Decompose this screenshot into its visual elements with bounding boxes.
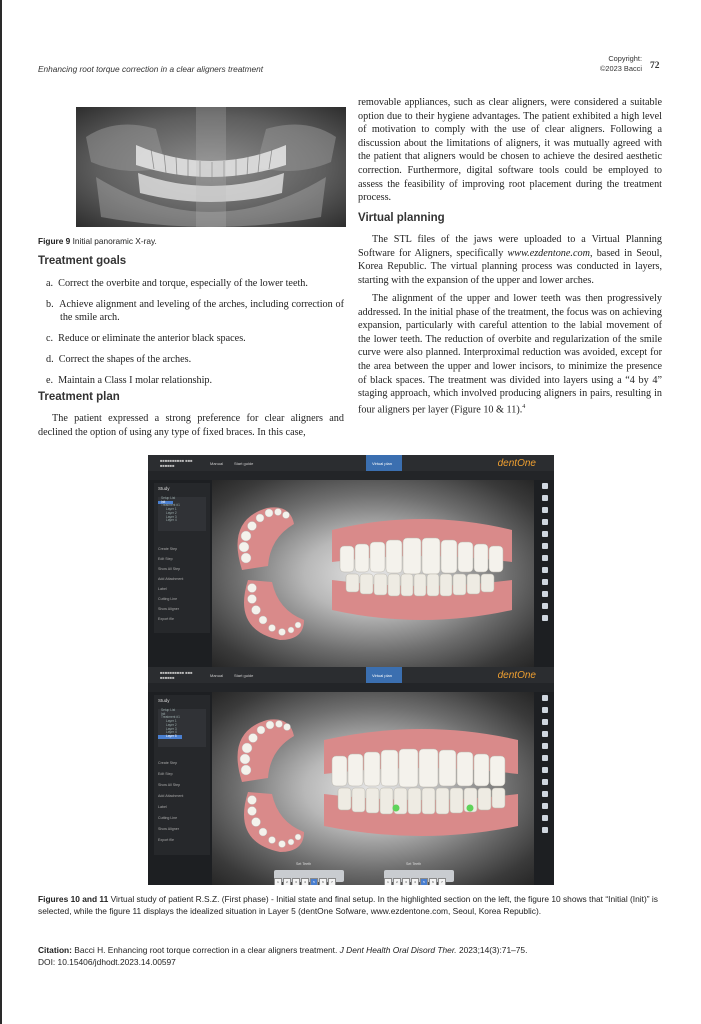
tree-item-selected[interactable]: Init <box>158 501 173 505</box>
menu-create-step[interactable]: Create Step <box>158 761 178 765</box>
app-toolbar <box>148 471 554 480</box>
tool-icon[interactable] <box>542 579 548 585</box>
figure-9-label: Figure 9 <box>38 236 71 246</box>
tool-icon[interactable] <box>542 483 548 489</box>
setup-tree[interactable] <box>158 709 206 747</box>
app-title: ■■■■■■■■■■ ■■■ ■■■■■■ <box>160 670 193 680</box>
timeline-left-label: Set Teeth <box>296 862 312 866</box>
tree-item[interactable]: Treatment #1 <box>161 715 180 720</box>
panel-title-study: Study <box>158 486 170 491</box>
goal-item: e. Maintain a Class I molar relationship. <box>46 374 213 386</box>
right-toolbar <box>540 695 550 839</box>
dentone-logo: dentOne <box>497 458 536 469</box>
vp2-text: The alignment of the upper and lower teeth was then progressively addressed. In the initial phase of the treatment, the focus was on achieving expansion, particularly with careful attention to the labial movement of the lower teeth. The reduction of overbite and regularization of the smile curve were also planned. Interproximal reduction was avoided, except for the area between the upper and lower incisors, to minimize the presence of black spaces. The treatment was divided into layers using a “4 by 4” staging approach, which involved producing aligners in pairs, resulting in four aligners per layer (Figure 10 & 11). <box>358 293 662 416</box>
tree-item: Setup List <box>161 708 176 712</box>
dental-arch-models-initial <box>212 480 534 667</box>
treatment-plan-paragraph: The patient expressed a strong preference for clear aligners and declined the option of using any type of fixed braces. In this case, <box>38 413 344 438</box>
timeline-cell[interactable]: 7 <box>438 878 446 885</box>
menu-start-guide[interactable]: Start guide <box>234 461 254 466</box>
tool-icon[interactable] <box>542 779 548 785</box>
app-toolbar <box>148 683 554 692</box>
ezdentone-link[interactable]: www.ezdentone.com <box>507 247 590 259</box>
tree-item[interactable]: Layer 1 <box>166 507 177 512</box>
goal-item: d. Correct the shapes of the arches. <box>46 353 192 365</box>
timeline-cell[interactable]: 1 <box>384 878 392 885</box>
citation-line <box>38 944 662 956</box>
treatment-goals-heading: Treatment goals <box>38 255 127 267</box>
menu-label[interactable]: Label <box>158 587 167 591</box>
timeline-right[interactable] <box>384 862 454 884</box>
timeline-cell[interactable]: 7 <box>328 878 336 885</box>
virtual-planning-paragraph-2 <box>358 292 662 417</box>
copyright-holder: ©2023 Bacci <box>599 64 642 73</box>
copyright <box>592 54 642 74</box>
tree-item[interactable]: Layer 4 <box>166 730 177 735</box>
citation-label: Citation: <box>38 945 72 955</box>
tree-item[interactable]: Layer 4 <box>166 518 177 523</box>
tool-icon[interactable] <box>542 731 548 737</box>
virtual-planning-heading: Virtual planning <box>358 212 445 224</box>
tool-icon[interactable] <box>542 743 548 749</box>
menu-start-guide[interactable]: Start guide <box>234 673 254 678</box>
timeline-cell[interactable]: 4 <box>411 878 419 885</box>
tree-item[interactable]: Layer 3 <box>166 726 177 731</box>
timeline-cell-active[interactable]: 5 <box>420 878 428 885</box>
citation-block <box>38 944 662 968</box>
tool-icon[interactable] <box>542 519 548 525</box>
menu-show-all-step[interactable]: Show All Step <box>158 783 181 787</box>
panoramic-xray-image <box>76 107 346 227</box>
tool-icon[interactable] <box>542 615 548 621</box>
menu-label[interactable]: Label <box>158 805 167 809</box>
goal-item: c. Reduce or eliminate the anterior black spaces. <box>46 333 246 345</box>
setup-tree[interactable] <box>158 497 206 531</box>
menu-manual[interactable]: Manual <box>210 673 224 678</box>
timeline-left[interactable] <box>274 862 344 884</box>
tool-icon[interactable] <box>542 591 548 597</box>
tool-icon[interactable] <box>542 719 548 725</box>
figures-10-11-label: Figures 10 and 11 <box>38 894 109 904</box>
tab-virtual-plan-label: Virtual plan <box>372 461 392 466</box>
timeline-right-label: Set Teeth <box>406 862 422 866</box>
figures-10-11-caption-text: Virtual study of patient R.S.Z. (First phase) - Initial state and final setup. In the highlighted section on the left, the figure 10 shows that “Initial (Init)” is selected, while the figure 11 displays the idealized situation in Layer 5 (dentOne Sofware, www.ezdentone.com, Seoul, Korea Republic). <box>38 894 658 916</box>
treatment-plan-heading: Treatment plan <box>38 391 120 403</box>
tool-icon[interactable] <box>542 495 548 501</box>
tab-virtual-plan-label: Virtual plan <box>372 673 392 678</box>
tree-item-selected[interactable]: Layer 5 <box>158 735 182 739</box>
menu-create-step[interactable]: Create Step <box>158 547 178 551</box>
tool-icon[interactable] <box>542 555 548 561</box>
tool-icon[interactable] <box>542 707 548 713</box>
attachment-marker <box>393 805 400 812</box>
dental-arch-models-layer5 <box>212 692 534 885</box>
tool-icon[interactable] <box>542 695 548 701</box>
tool-icon[interactable] <box>542 567 548 573</box>
tool-icon[interactable] <box>542 531 548 537</box>
timeline-cell[interactable]: 1 <box>274 878 282 885</box>
citation-doi[interactable]: DOI: 10.15406/jdhodt.2023.14.00597 <box>38 957 176 967</box>
timeline-cell[interactable]: 3 <box>292 878 300 885</box>
timeline-cell[interactable]: 2 <box>393 878 401 885</box>
figures-10-11-caption <box>38 893 662 917</box>
3d-viewport[interactable] <box>212 480 534 667</box>
virtual-planning-paragraph-1 <box>358 233 662 287</box>
tool-icon[interactable] <box>542 755 548 761</box>
menu-show-all-step[interactable]: Show All Step <box>158 567 181 571</box>
right-toolbar <box>540 483 550 627</box>
timeline-cell[interactable]: 6 <box>319 878 327 885</box>
figure-9-caption <box>38 236 157 246</box>
menu-cutting-line[interactable]: Cutting Line <box>158 597 178 601</box>
tool-icon[interactable] <box>542 815 548 821</box>
page-left-border <box>0 0 2 1024</box>
tool-icon[interactable] <box>542 507 548 513</box>
3d-viewport[interactable] <box>212 692 534 885</box>
timeline-cell[interactable]: 3 <box>402 878 410 885</box>
tool-icon[interactable] <box>542 543 548 549</box>
tool-icon[interactable] <box>542 603 548 609</box>
app-topbar <box>148 455 554 471</box>
vp1-text-a: The STL files of the jaws were uploaded to a Virtual Planning Software for Aligners, specifically <box>358 234 662 259</box>
timeline-cell[interactable]: 4 <box>301 878 309 885</box>
continuation-paragraph: removable appliances, such as clear aligners, were considered a suitable option due to their hygiene advantages. The patient exhibited a high level of motivation to comply with the use of clear aligners. Following a discussion about the limitations of aligners, it was mutually agreed with the patient that aligners would be chosen to achieve the desired aesthetic correction. Furthermore, digital software tools could be employed to assess the feasibility of improving root placement during the treatment process. <box>358 97 662 204</box>
figure-10-software-screenshot <box>148 455 554 667</box>
vp1-text-b: , based in Seoul, Korea Republic. The virtual planning process was conducted in layers, starting with the expansion of the upper and lower arches. <box>358 247 662 286</box>
menu-export-file[interactable]: Export file <box>158 617 174 621</box>
timeline-cell-active[interactable]: 5 <box>310 878 318 885</box>
timeline-cell[interactable]: 2 <box>283 878 291 885</box>
left-side-panel <box>154 695 210 855</box>
tool-icon[interactable] <box>542 803 548 809</box>
figure-9-caption-text: Initial panoramic X-ray. <box>70 236 157 246</box>
tree-item: Setup List <box>161 496 176 500</box>
citation-text-b: 2023;14(3):71‒75. <box>456 945 528 955</box>
tab-virtual-plan[interactable] <box>366 667 402 683</box>
menu-export-file[interactable]: Export file <box>158 838 174 842</box>
menu-add-attachment[interactable]: Add Attachment <box>158 794 184 798</box>
tool-icon[interactable] <box>542 827 548 833</box>
citation-text-a: Bacci H. Enhancing root torque correction in a clear aligners treatment. <box>71 945 340 955</box>
tree-item[interactable]: Layer 3 <box>166 514 177 519</box>
tree-item[interactable]: Init <box>161 711 166 716</box>
reference-superscript: 4 <box>522 403 526 410</box>
menu-show-aligner[interactable]: Show Aligner <box>158 607 179 611</box>
menu-edit-step[interactable]: Edit Step <box>158 772 173 776</box>
running-title: Enhancing root torque correction in a clear aligners treatment <box>38 64 264 74</box>
tree-item[interactable]: Treatment #1 <box>161 503 180 508</box>
goal-item: b. Achieve alignment and leveling of the arches, including correction of the smile arch. <box>46 298 344 324</box>
copyright-label: Copyright: <box>608 54 642 63</box>
tool-icon[interactable] <box>542 767 548 773</box>
figure-11-software-screenshot <box>148 667 554 885</box>
attachment-marker <box>467 805 474 812</box>
dentone-logo: dentOne <box>497 670 536 681</box>
treatment-goals-list <box>38 277 344 395</box>
menu-show-aligner[interactable]: Show Aligner <box>158 827 179 831</box>
app-title: ■■■■■■■■■■ ■■■ ■■■■■■ <box>160 458 193 468</box>
citation-journal: J Dent Health Oral Disord Ther. <box>339 945 457 955</box>
tree-item[interactable]: Layer 2 <box>166 722 177 727</box>
menu-manual[interactable]: Manual <box>210 461 224 466</box>
menu-cutting-line[interactable]: Cutting Line <box>158 816 178 820</box>
tab-virtual-plan[interactable] <box>366 455 402 471</box>
menu-edit-step[interactable]: Edit Step <box>158 557 173 561</box>
tree-item[interactable]: Layer 2 <box>166 510 177 515</box>
menu-add-attachment[interactable]: Add Attachment <box>158 577 184 581</box>
tool-icon[interactable] <box>542 791 548 797</box>
tree-item[interactable]: Layer 1 <box>166 719 177 724</box>
timeline-cell[interactable]: 6 <box>429 878 437 885</box>
goal-item: a. Correct the overbite and torque, especially of the lower teeth. <box>46 278 308 289</box>
panel-title-study: Study <box>158 698 170 703</box>
page-number: 72 <box>650 61 660 71</box>
app-topbar <box>148 667 554 683</box>
left-side-panel <box>154 483 210 633</box>
